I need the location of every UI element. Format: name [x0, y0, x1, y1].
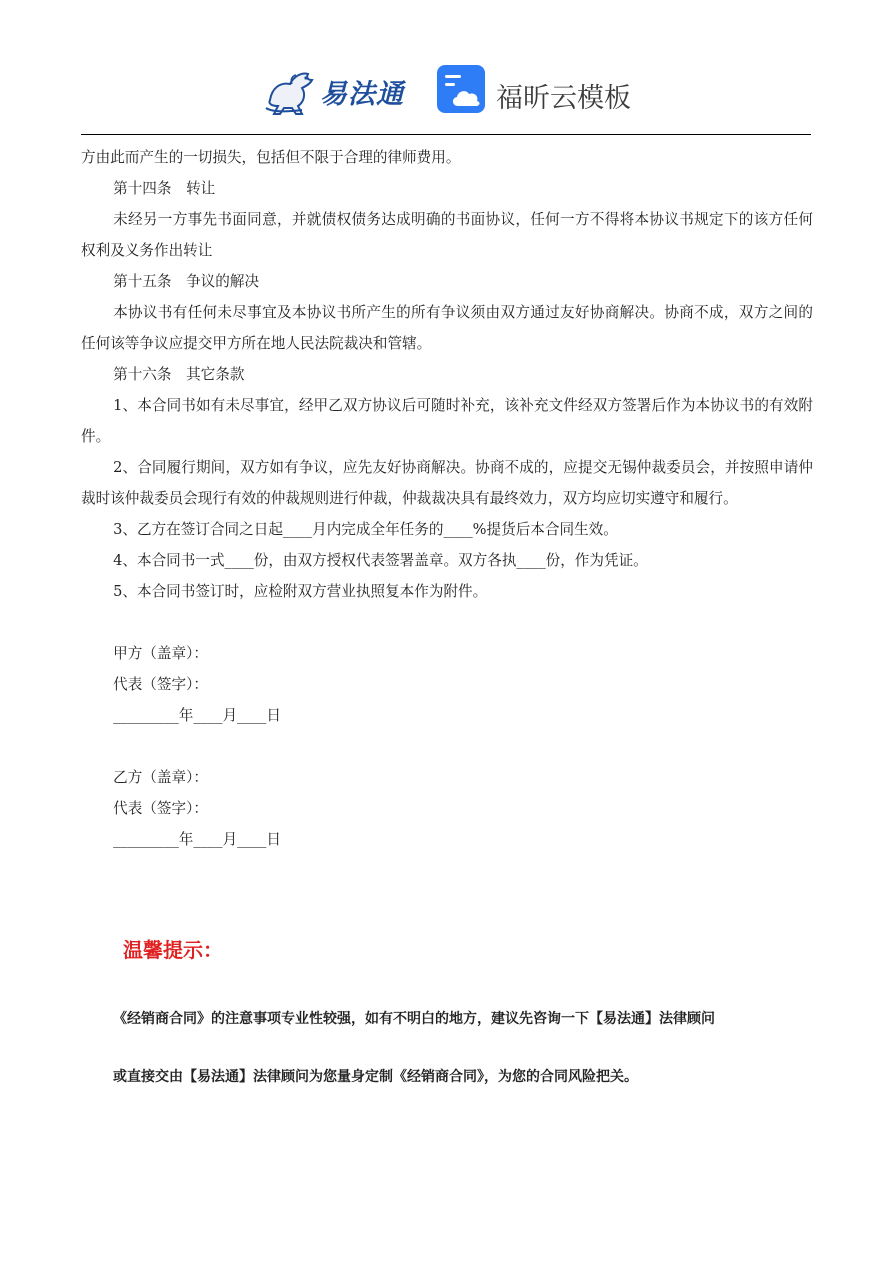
party-a-representative: 代表（签字）： [113, 676, 208, 693]
clause-3: 3、乙方在签订合同之日起____月内完成全年任务的____%提货后本合同生效。 [113, 521, 618, 538]
tip-line: 或直接交由【易法通】法律顾问为您量身定制《经销商合同》，为您的合同风险把关。 [113, 1069, 638, 1085]
paragraph: 方由此而产生的一切损失，包括但不限于合理的律师费用。 [81, 149, 461, 166]
article-14-heading: 第十四条 转让 [113, 180, 216, 197]
tip-line: 《经销商合同》的注意事项专业性较强，如有不明白的地方，建议先咨询一下【易法通】法律顾问 [113, 1011, 715, 1027]
foxit-cloud-template-logo [436, 64, 636, 118]
clause-2: 2、合同履行期间，双方如有争议，应先友好协商解决。协商不成的，应提交无锡仲裁委员会，并按照申请仲裁时该仲裁委员会现行有效的仲裁规则进行仲裁，仲裁裁决具有最终效力，双方均应切实遵守和履行。 [81, 459, 813, 507]
header-divider [81, 134, 811, 135]
cloud-doc-icon [436, 64, 488, 116]
clause-1: 1、本合同书如有未尽事宜，经甲乙双方协议后可随时补充，该补充文件经双方签署后作为本协议书的有效附件。 [81, 397, 813, 445]
qilin-icon [262, 62, 322, 118]
party-b-date: _________年____月____日 [113, 831, 281, 848]
party-b-seal: 乙方（盖章）： [113, 769, 208, 786]
clause-5: 5、本合同书签订时，应检附双方营业执照复本作为附件。 [113, 583, 488, 600]
article-16-heading: 第十六条 其它条款 [113, 366, 245, 383]
foxit-cloud-template-logo-text: 福昕云模板 [496, 83, 631, 114]
party-a-date: _________年____月____日 [113, 707, 281, 724]
party-b-representative: 代表（签字）： [113, 800, 208, 817]
tip-title: 温馨提示： [123, 938, 223, 962]
paragraph: 未经另一方事先书面同意，并就债权债务达成明确的书面协议，任何一方不得将本协议书规定下的该方任何权利及义务作出转让 [81, 211, 813, 259]
party-a-seal: 甲方（盖章）： [113, 645, 208, 662]
contract-body [81, 142, 813, 855]
paragraph: 本协议书有任何未尽事宜及本协议书所产生的所有争议须由双方通过友好协商解决。协商不成，双方之间的任何该等争议应提交甲方所在地人民法院裁决和管辖。 [81, 304, 813, 352]
tip-body [113, 990, 813, 1106]
article-15-heading: 第十五条 争议的解决 [113, 273, 260, 290]
page-header [0, 58, 893, 122]
clause-4: 4、本合同书一式____份，由双方授权代表签署盖章。双方各执____份，作为凭证。 [113, 552, 648, 569]
yifatong-logo-text: 易法通 [320, 79, 404, 110]
yifatong-logo [262, 62, 412, 118]
